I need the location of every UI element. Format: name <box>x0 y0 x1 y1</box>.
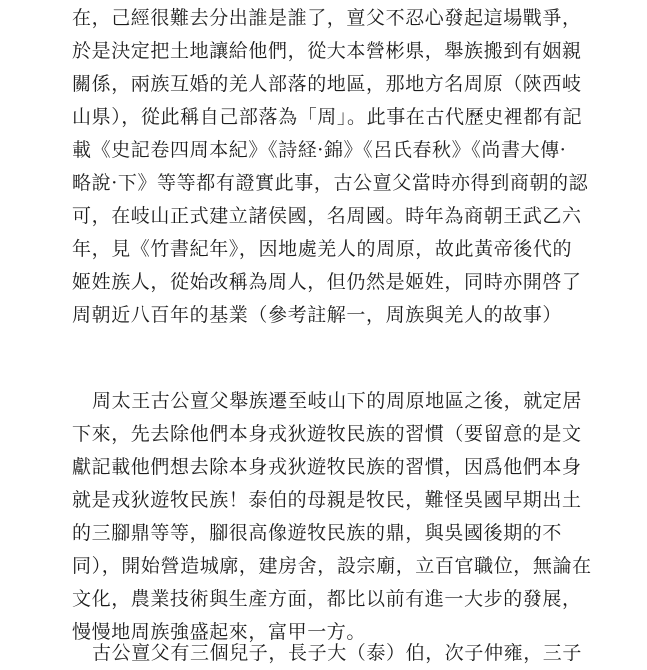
text-line: 下來，先去除他們本身戎狄遊牧民族的習慣（要留意的是文 <box>72 423 582 445</box>
text-line: 慢慢地周族強盛起來，富甲一方。 <box>72 621 367 643</box>
text-line: 文化，農業技術與生產方面，都比以前有進一大步的發展， <box>72 588 582 610</box>
text-line: 略說·下》等等都有證實此事，古公亶父當時亦得到商朝的認 <box>72 172 589 194</box>
text-line: 姬姓族人，從始改稱為周人，但仍然是姬姓，同時亦開啓了 <box>72 271 582 293</box>
text-line: 周太王古公亶父舉族遷至岐山下的周原地區之後，就定居 <box>92 390 583 412</box>
text-line: 在，己經很難去分出誰是誰了，亶父不忍心發起這場戰爭， <box>72 7 582 29</box>
text-line: 獻記載他們想去除本身戎狄遊牧民族的習慣，因爲他們本身 <box>72 456 582 478</box>
text-line: 同），開始營造城廓，建房舍，設宗廟，立百官職位，無論在 <box>72 555 592 577</box>
text-line: 的三腳鼎等等，腳很高像遊牧民族的鼎，與吳國後期的不 <box>72 522 563 544</box>
text-line: 古公亶父有三個兒子，長子大（泰）伯，次子仲雍，三子 <box>92 642 583 664</box>
text-line: 山県），從此稱自己部落為「周」。此事在古代歷史裡都有記 <box>72 106 583 128</box>
text-line: 載《史記卷四周本紀》《詩経·錦》《呂氏春秋》《尚書大傳· <box>72 139 567 161</box>
paragraph-2 <box>72 385 592 649</box>
text-line: 可，在岐山正式建立諸侯國，名周國。時年為商朝王武乙六 <box>72 205 582 227</box>
text-line: 就是戎狄遊牧民族！泰伯的母親是牧民，難怪吳國早期出土 <box>72 489 582 511</box>
text-line: 年，見《竹書紀年》，因地處羌人的周原，故此黃帝後代的 <box>72 238 573 260</box>
text-line: 周朝近八百年的基業（參考註解一，周族與羌人的故事） <box>72 304 563 326</box>
paragraph-1 <box>72 2 588 332</box>
paragraph-3 <box>72 637 582 670</box>
text-line: 於是決定把土地讓給他們，從大本營彬県，舉族搬到有姻親 <box>72 40 582 62</box>
text-line: 關係，兩族互婚的羌人部落的地區，那地方名周原（陝西岐 <box>72 73 582 95</box>
